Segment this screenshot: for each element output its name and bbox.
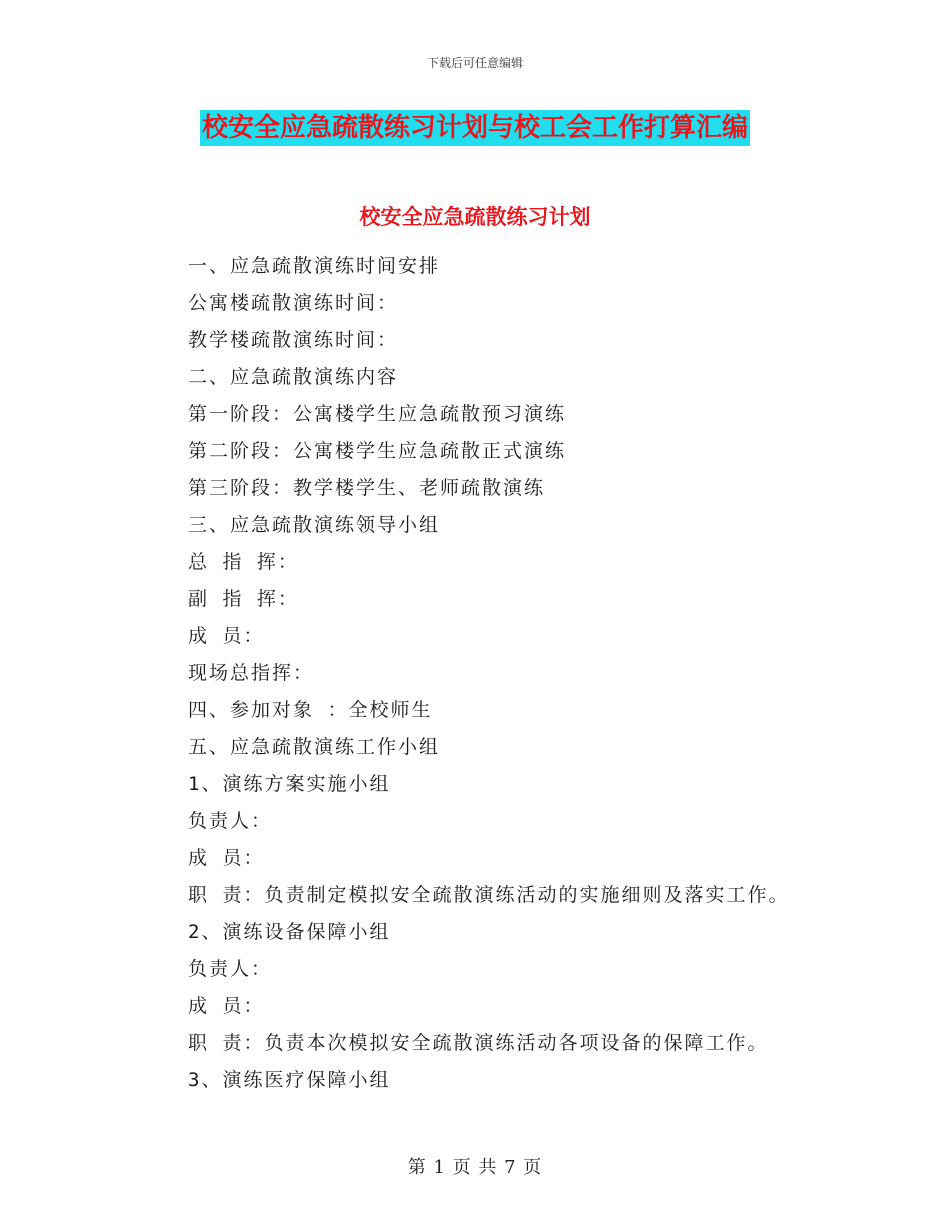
body-line: 教学楼疏散演练时间： xyxy=(188,329,399,351)
body-line: 第三阶段：教学楼学生、老师疏散演练 xyxy=(188,477,546,499)
body-line: 1、演练方案实施小组 xyxy=(188,773,391,795)
document-title-wrapper xyxy=(0,110,950,146)
body-line: 成 员： xyxy=(188,847,265,869)
body-line: 一、应急疏散演练时间安排 xyxy=(188,255,441,277)
body-line: 四、参加对象 ：全校师生 xyxy=(188,699,433,721)
body-line: 副 指 挥： xyxy=(188,588,299,610)
document-body xyxy=(188,248,828,1099)
body-line: 3、演练医疗保障小组 xyxy=(188,1069,391,1091)
body-line: 成 员： xyxy=(188,995,265,1017)
body-line: 现场总指挥： xyxy=(188,662,315,684)
body-line: 第二阶段：公寓楼学生应急疏散正式演练 xyxy=(188,440,567,462)
body-line: 第一阶段：公寓楼学生应急疏散预习演练 xyxy=(188,403,567,425)
page-footer: 第 1 页 共 7 页 xyxy=(407,1157,543,1178)
body-line: 职 责：负责制定模拟安全疏散演练活动的实施细则及落实工作。 xyxy=(188,884,790,906)
body-line: 五、应急疏散演练工作小组 xyxy=(188,736,441,758)
body-line: 二、应急疏散演练内容 xyxy=(188,366,399,388)
body-line: 总 指 挥： xyxy=(188,551,299,573)
body-line: 负责人： xyxy=(188,958,273,980)
body-line: 负责人： xyxy=(188,810,273,832)
body-line: 公寓楼疏散演练时间： xyxy=(188,292,399,314)
document-title: 校安全应急疏散练习计划与校工会工作打算汇编 xyxy=(200,110,750,146)
body-line: 职 责：负责本次模拟安全疏散演练活动各项设备的保障工作。 xyxy=(188,1032,769,1054)
body-line: 2、演练设备保障小组 xyxy=(188,921,391,943)
body-line: 三、应急疏散演练领导小组 xyxy=(188,514,441,536)
section-title: 校安全应急疏散练习计划 xyxy=(359,204,591,229)
header-note: 下载后可任意编辑 xyxy=(426,56,523,70)
body-line: 成 员： xyxy=(188,625,265,647)
